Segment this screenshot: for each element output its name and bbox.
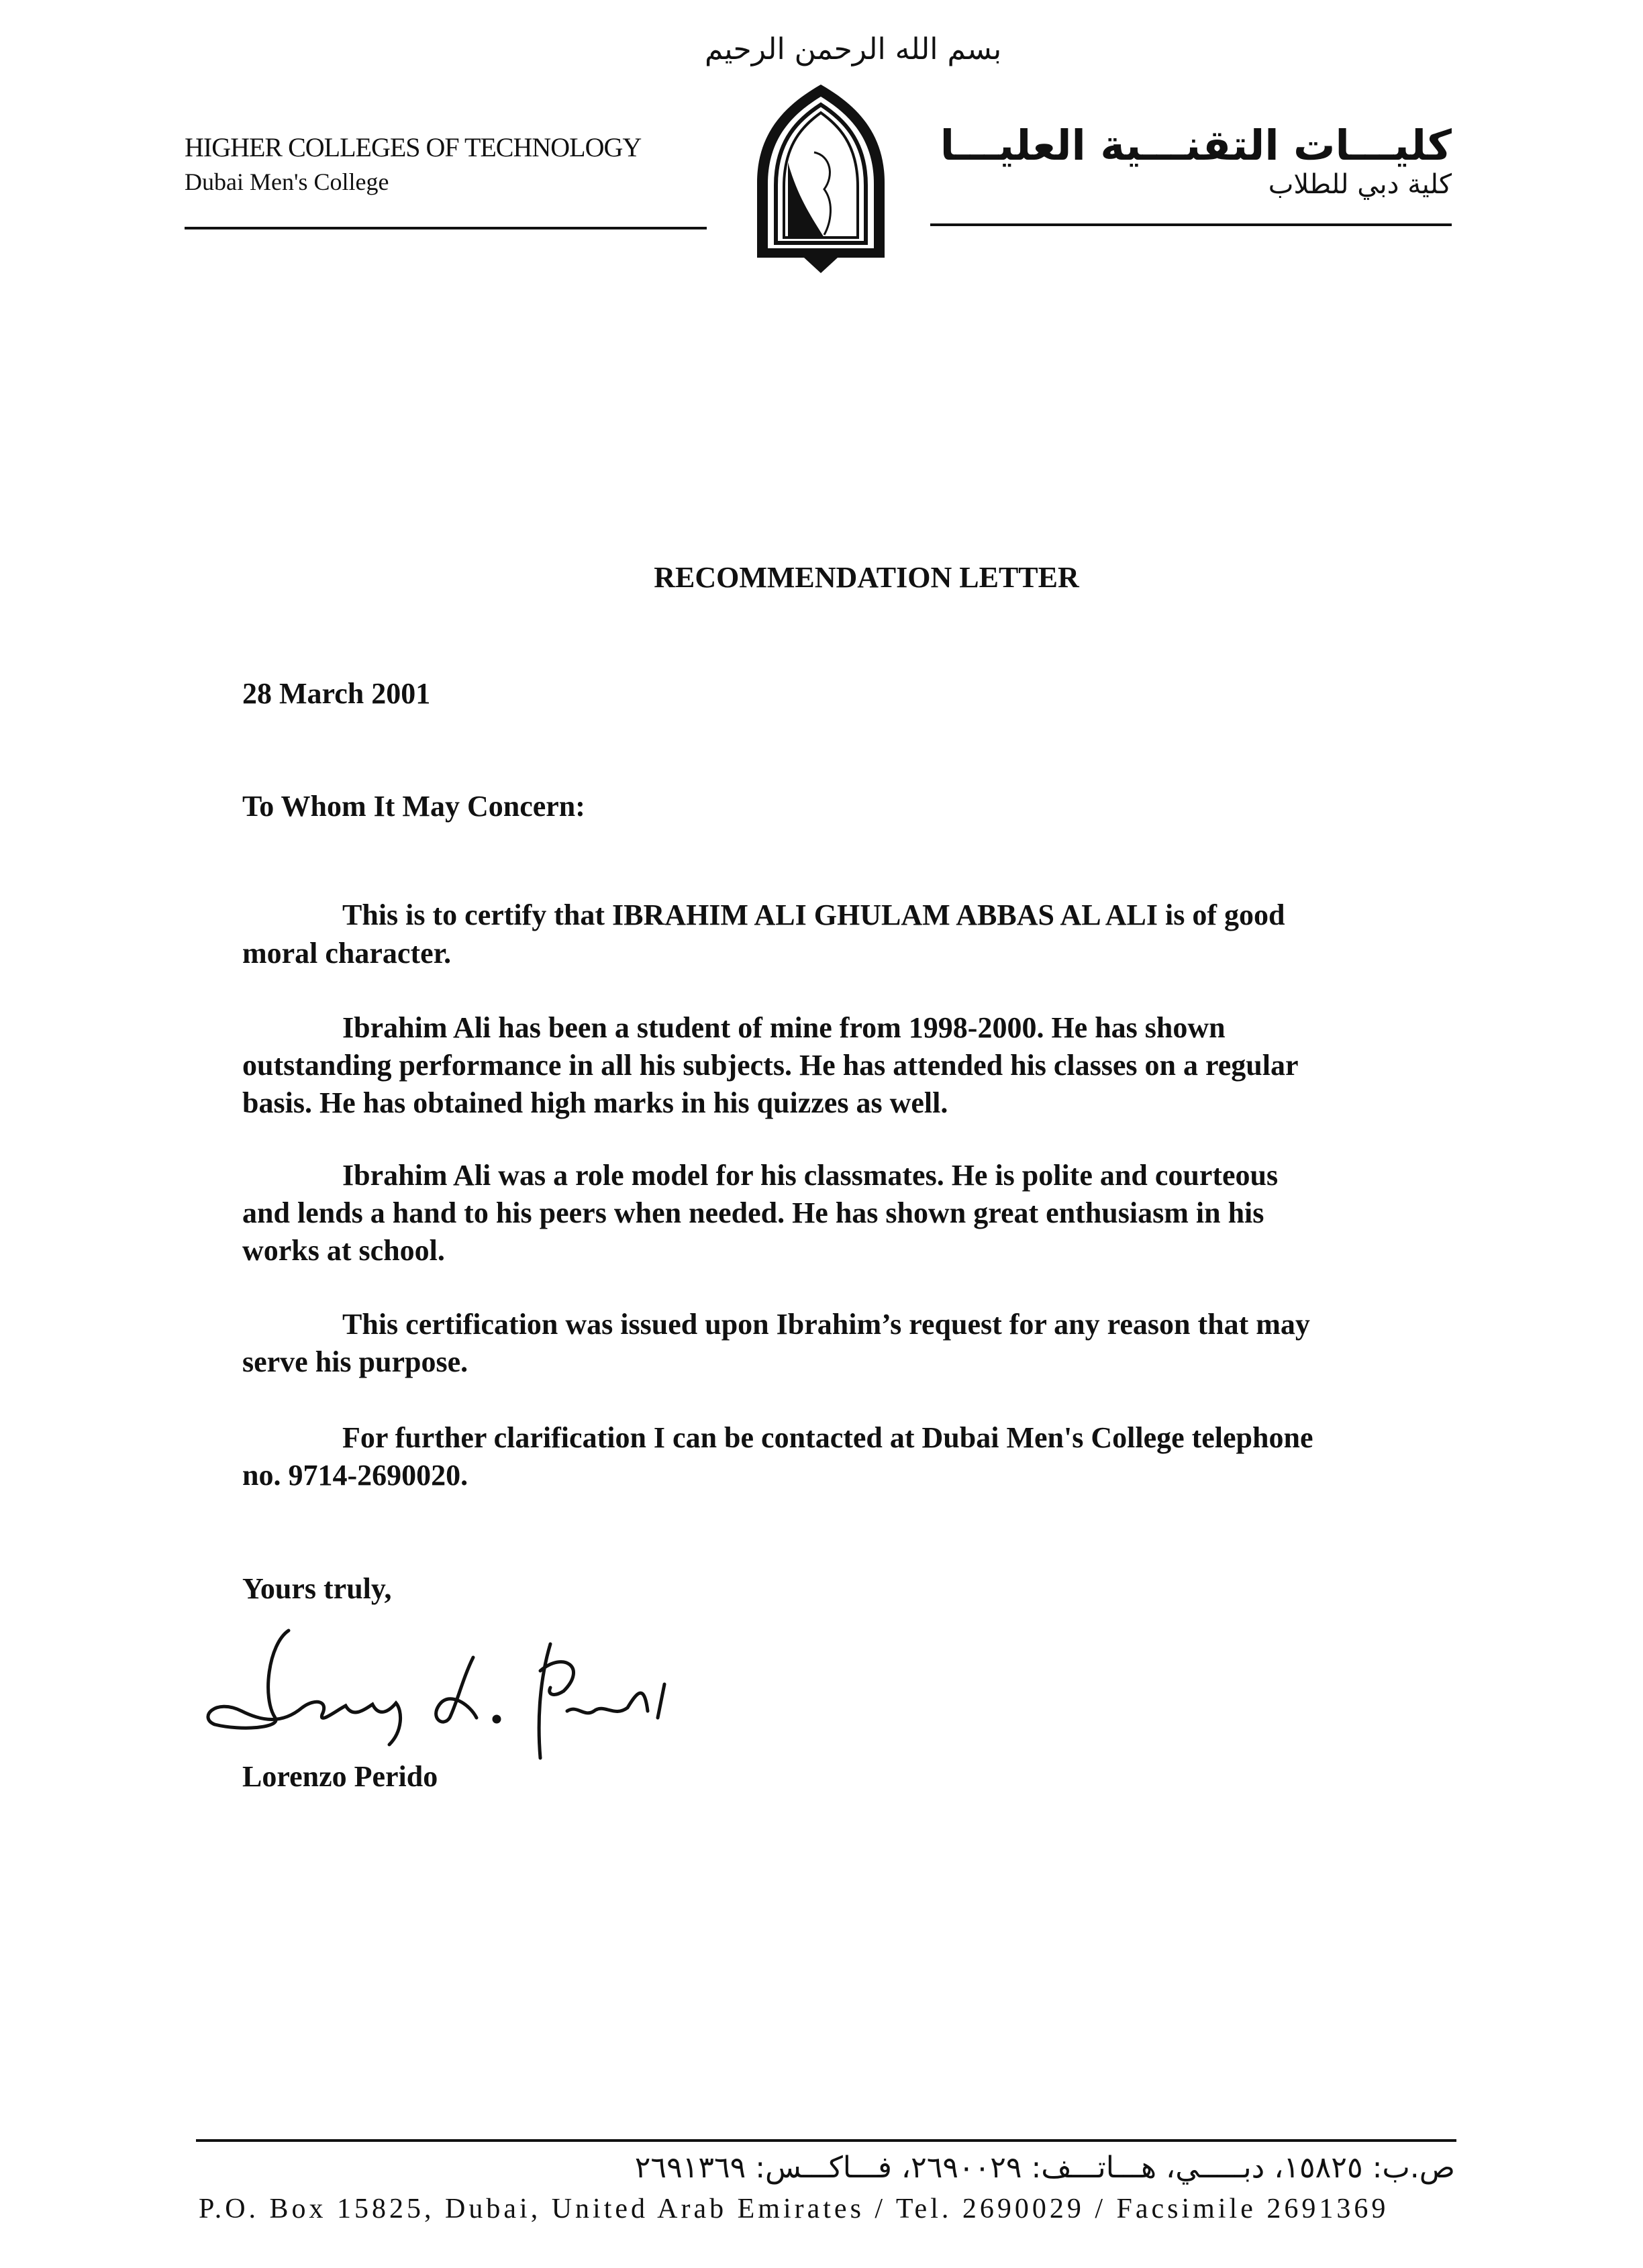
letter-title: RECOMMENDATION LETTER: [654, 561, 1079, 594]
paragraph-line: serve his purpose.: [242, 1345, 468, 1378]
footer-divider: [196, 2139, 1456, 2142]
letter-date: 28 March 2001: [242, 677, 431, 710]
address-en: P.O. Box 15825, Dubai, United Arab Emirates / Tel. 2690029 / Facsimile 2691369: [199, 2194, 1389, 2224]
institution-name-ar: كليـــات التقنـــية العليـــا: [940, 121, 1452, 170]
signatory-name: Lorenzo Perido: [242, 1760, 438, 1793]
paragraph-line: moral character.: [242, 937, 452, 970]
paragraph-line: This is to certify that IBRAHIM ALI GHULAM ABBAS AL ALI is of good: [342, 898, 1285, 931]
paragraph-line: works at school.: [242, 1234, 445, 1267]
paragraph-line: For further clarification I can be contacted at Dubai Men's College telephone: [342, 1421, 1313, 1454]
paragraph-line: no. 9714-2690020.: [242, 1459, 468, 1492]
salutation: To Whom It May Concern:: [242, 790, 585, 823]
college-logo-icon: [750, 82, 891, 273]
paragraph-line: This certification was issued upon Ibrahim’s request for any reason that may: [342, 1308, 1310, 1341]
college-name-ar: كلية دبي للطلاب: [1268, 169, 1452, 200]
closing: Yours truly,: [242, 1572, 392, 1605]
bismillah: بسم الله الرحمن الرحيم: [705, 32, 1002, 66]
paragraph-line: and lends a hand to his peers when needed. He has shown great enthusiasm in his: [242, 1196, 1264, 1229]
college-name-en: Dubai Men's College: [185, 168, 389, 195]
paragraph-line: Ibrahim Ali has been a student of mine from 1998-2000. He has shown: [342, 1011, 1226, 1044]
header-divider-left: [185, 227, 707, 229]
signature: [201, 1617, 725, 1771]
paragraph-line: Ibrahim Ali was a role model for his classmates. He is polite and courteous: [342, 1159, 1279, 1192]
paragraph-line: basis. He has obtained high marks in his quizzes as well.: [242, 1086, 948, 1119]
address-ar: ص.ب: ١٥٨٢٥، دبـــــي، هـــاتـــف: ٢٦٩٠٠٢٩، فـــاكـــس: ٢٦٩١٣٦٩: [634, 2151, 1455, 2185]
institution-name-en: HIGHER COLLEGES OF TECHNOLOGY: [185, 132, 642, 162]
paragraph-line: outstanding performance in all his subjects. He has attended his classes on a regular: [242, 1049, 1299, 1082]
header-divider-right: [930, 223, 1452, 226]
